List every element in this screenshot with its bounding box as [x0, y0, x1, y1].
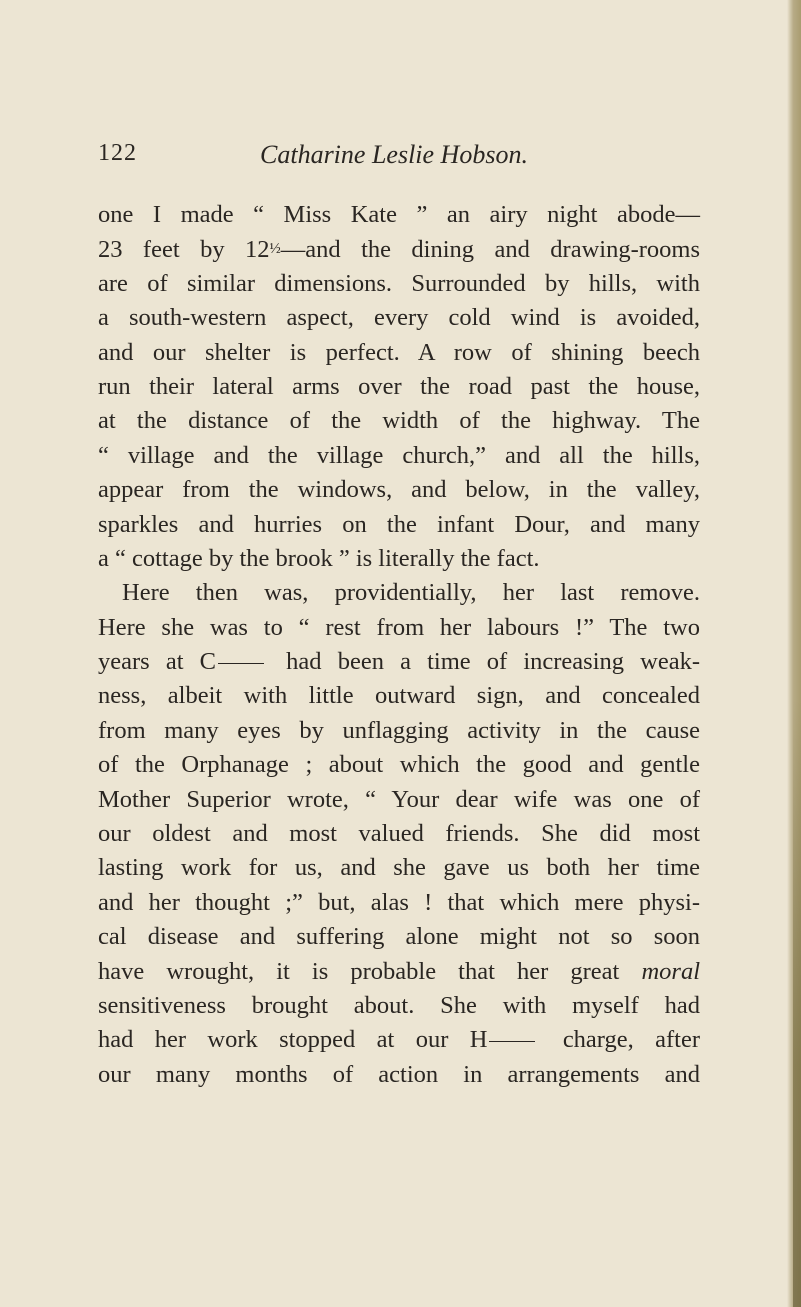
text-fragment: had been a time of increasing weak- — [286, 648, 701, 676]
italic-word: moral — [641, 957, 701, 985]
text-line: of the Orphanage ; about which the good and gentle — [98, 751, 700, 779]
em-dash-rule — [218, 663, 264, 664]
text-line: are of similar dimensions. Surrounded by hills, with — [98, 269, 700, 297]
text-line: Mother Superior wrote, “ Your dear wife was one of — [98, 785, 700, 813]
text-line: cal disease and suffering alone might not so soon — [98, 923, 700, 951]
text-line: appear from the windows, and below, in the valley, — [98, 476, 700, 504]
text-line: our many months of action in arrangements and — [98, 1060, 700, 1088]
text-line: from many eyes by unflagging activity in the cause — [98, 716, 700, 744]
text-line: one I made “ Miss Kate ” an airy night abode— — [98, 201, 700, 228]
text-line: Here then was, providentially, her last remove. — [122, 579, 700, 607]
text-fragment: 23 feet by 12 — [98, 236, 270, 264]
page-edge-discoloration — [793, 700, 801, 1307]
page-header — [98, 140, 698, 176]
body-text — [98, 198, 700, 1092]
fraction: ½ — [269, 241, 281, 258]
text-line — [98, 1023, 700, 1057]
text-fragment: have wrought, it is probable that her great — [98, 957, 620, 985]
page-number: 122 — [98, 140, 137, 166]
text-line: lasting work for us, and she gave us both her time — [98, 854, 700, 882]
text-line: and her thought ;” but, alas ! that which mere physi- — [98, 888, 700, 916]
running-head: Catharine Leslie Hobson. — [260, 140, 528, 169]
text-line: sensitiveness brought about. She with myself had — [98, 991, 700, 1019]
text-line: Here she was to “ rest from her labours !” The two — [98, 613, 700, 641]
text-fragment: had her work stopped at our H — [98, 1026, 488, 1054]
text-line: ness, albeit with little outward sign, and concealed — [98, 682, 700, 710]
text-line: our oldest and most valued friends. She did most — [98, 820, 700, 848]
text-fragment: —and the dining and drawing-rooms — [280, 236, 700, 264]
text-fragment: years at C — [98, 648, 217, 676]
text-line — [98, 955, 700, 989]
text-line — [98, 232, 700, 266]
text-line: “ village and the village church,” and all the hills, — [98, 441, 700, 469]
em-dash-rule — [489, 1041, 535, 1042]
text-line: at the distance of the width of the highway. The — [98, 407, 700, 435]
text-line: a south-western aspect, every cold wind is avoided, — [98, 304, 700, 332]
text-line: sparkles and hurries on the infant Dour, and many — [98, 510, 700, 538]
text-line: run their lateral arms over the road past the house, — [98, 372, 700, 400]
text-line: a “ cottage by the brook ” is literally the fact. — [98, 544, 540, 572]
text-fragment: charge, after — [562, 1026, 701, 1054]
text-line — [98, 645, 700, 679]
text-line: and our shelter is perfect. A row of shining beech — [98, 338, 700, 366]
